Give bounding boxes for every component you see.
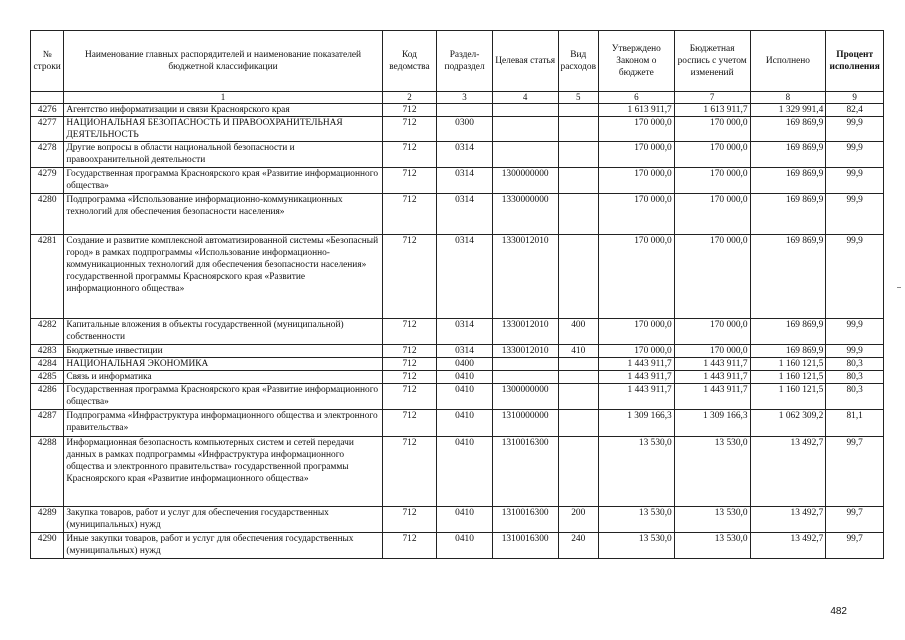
row-statya: 1330000000 <box>492 194 558 235</box>
row-razdel: 0410 <box>437 533 493 559</box>
column-number: 6 <box>598 92 674 104</box>
row-statya: 1310016300 <box>492 507 558 533</box>
row-name: Иные закупки товаров, работ и услуг для обеспечения государственных (муниципальных) нужд <box>64 533 382 559</box>
header-statya: Целевая статья <box>492 31 558 92</box>
row-vid: 240 <box>558 533 598 559</box>
row-vid <box>558 104 598 117</box>
row-percent: 80,3 <box>826 358 884 371</box>
row-ved: 712 <box>382 168 437 194</box>
row-executed: 169 869,9 <box>750 345 826 358</box>
row-ved: 712 <box>382 507 437 533</box>
row-percent: 99,9 <box>826 345 884 358</box>
row-percent: 82,4 <box>826 104 884 117</box>
column-number: 1 <box>64 92 382 104</box>
row-executed: 13 492,7 <box>750 437 826 507</box>
table-row <box>31 410 884 437</box>
row-vid: 200 <box>558 507 598 533</box>
row-razdel: 0300 <box>437 117 493 142</box>
row-approved: 13 530,0 <box>598 437 674 507</box>
table-row <box>31 507 884 533</box>
row-razdel: 0410 <box>437 371 493 384</box>
row-percent: 99,9 <box>826 235 884 319</box>
table-row <box>31 437 884 507</box>
row-number: 4276 <box>31 104 64 117</box>
row-schedule: 13 530,0 <box>674 437 750 507</box>
row-number: 4280 <box>31 194 64 235</box>
header-approved: Утверждено Законом о бюджете <box>598 31 674 92</box>
row-schedule: 1 443 911,7 <box>674 371 750 384</box>
row-name: Подпрограмма «Инфраструктура информационного общества и электронного правительства» <box>64 410 382 437</box>
row-statya: 1330012010 <box>492 235 558 319</box>
row-razdel: 0314 <box>437 194 493 235</box>
header-name: Наименование главных распорядителей и наименование показателей бюджетной классификации <box>64 31 382 92</box>
row-razdel: 0400 <box>437 358 493 371</box>
row-name: НАЦИОНАЛЬНАЯ БЕЗОПАСНОСТЬ И ПРАВООХРАНИТЕЛЬНАЯ ДЕЯТЕЛЬНОСТЬ <box>64 117 382 142</box>
row-name: Государственная программа Красноярского края «Развитие информационного общества» <box>64 384 382 410</box>
row-approved: 1 443 911,7 <box>598 358 674 371</box>
row-razdel: 0410 <box>437 507 493 533</box>
row-razdel: 0410 <box>437 437 493 507</box>
header-percent: Процент исполнения <box>826 31 884 92</box>
row-schedule: 1 613 911,7 <box>674 104 750 117</box>
row-percent: 99,9 <box>826 142 884 168</box>
row-ved: 712 <box>382 358 437 371</box>
row-executed: 169 869,9 <box>750 168 826 194</box>
row-percent: 99,7 <box>826 533 884 559</box>
row-vid <box>558 142 598 168</box>
row-name: Подпрограмма «Использование информационно-коммуникационных технологий для обеспечения безопасности населения» <box>64 194 382 235</box>
row-schedule: 1 443 911,7 <box>674 384 750 410</box>
row-executed: 1 160 121,5 <box>750 371 826 384</box>
row-number: 4290 <box>31 533 64 559</box>
row-approved: 13 530,0 <box>598 507 674 533</box>
row-statya: 1300000000 <box>492 168 558 194</box>
row-executed: 13 492,7 <box>750 507 826 533</box>
row-statya: 1330012010 <box>492 319 558 345</box>
column-number: 4 <box>492 92 558 104</box>
table-row <box>31 345 884 358</box>
row-name: Закупка товаров, работ и услуг для обеспечения государственных (муниципальных) нужд <box>64 507 382 533</box>
row-number: 4285 <box>31 371 64 384</box>
row-razdel <box>437 104 493 117</box>
row-ved: 712 <box>382 533 437 559</box>
table-row <box>31 358 884 371</box>
row-vid <box>558 358 598 371</box>
row-razdel: 0314 <box>437 319 493 345</box>
budget-table <box>30 30 884 559</box>
row-vid <box>558 437 598 507</box>
row-approved: 1 613 911,7 <box>598 104 674 117</box>
row-number: 4282 <box>31 319 64 345</box>
row-schedule: 13 530,0 <box>674 507 750 533</box>
row-schedule: 170 000,0 <box>674 168 750 194</box>
row-vid <box>558 117 598 142</box>
row-approved: 170 000,0 <box>598 194 674 235</box>
row-ved: 712 <box>382 345 437 358</box>
row-statya: 1310016300 <box>492 437 558 507</box>
row-razdel: 0410 <box>437 384 493 410</box>
page-number: 482 <box>830 606 847 617</box>
header-vid: Вид расходов <box>558 31 598 92</box>
table-row <box>31 319 884 345</box>
row-statya <box>492 358 558 371</box>
row-statya: 1310000000 <box>492 410 558 437</box>
table-row <box>31 235 884 319</box>
row-ved: 712 <box>382 117 437 142</box>
row-ved: 712 <box>382 194 437 235</box>
row-executed: 1 062 309,2 <box>750 410 826 437</box>
row-schedule: 170 000,0 <box>674 142 750 168</box>
column-number: 7 <box>674 92 750 104</box>
row-razdel: 0314 <box>437 235 493 319</box>
row-percent: 80,3 <box>826 371 884 384</box>
row-statya <box>492 117 558 142</box>
row-percent: 99,9 <box>826 168 884 194</box>
row-executed: 1 160 121,5 <box>750 358 826 371</box>
row-schedule: 13 530,0 <box>674 533 750 559</box>
row-percent: 99,9 <box>826 319 884 345</box>
table-row <box>31 168 884 194</box>
row-approved: 170 000,0 <box>598 235 674 319</box>
column-number: 9 <box>826 92 884 104</box>
row-schedule: 1 443 911,7 <box>674 358 750 371</box>
row-ved: 712 <box>382 371 437 384</box>
row-number: 4277 <box>31 117 64 142</box>
margin-mark <box>897 287 901 288</box>
row-approved: 1 443 911,7 <box>598 384 674 410</box>
row-vid <box>558 410 598 437</box>
row-razdel: 0314 <box>437 142 493 168</box>
row-razdel: 0314 <box>437 168 493 194</box>
row-approved: 170 000,0 <box>598 117 674 142</box>
row-ved: 712 <box>382 410 437 437</box>
row-razdel: 0314 <box>437 345 493 358</box>
row-vid <box>558 371 598 384</box>
column-number: 2 <box>382 92 437 104</box>
row-name: Другие вопросы в области национальной безопасности и правоохранительной деятельности <box>64 142 382 168</box>
row-percent: 99,7 <box>826 507 884 533</box>
row-name: Агентство информатизации и связи Красноярского края <box>64 104 382 117</box>
row-statya <box>492 371 558 384</box>
column-number: 3 <box>437 92 493 104</box>
header-row-number: № строки <box>31 31 64 92</box>
row-percent: 81,1 <box>826 410 884 437</box>
row-name: Создание и развитие комплексной автоматизированной системы «Безопасный город» в рамках подпрограммы «Использование информационно-коммуникационных технологий для обеспечения безопасности населения» государственной программы Красноярского края «Развитие информационного общества» <box>64 235 382 319</box>
table-row <box>31 371 884 384</box>
row-approved: 170 000,0 <box>598 319 674 345</box>
row-percent: 80,3 <box>826 384 884 410</box>
row-vid <box>558 235 598 319</box>
row-number: 4286 <box>31 384 64 410</box>
column-number <box>31 92 64 104</box>
row-ved: 712 <box>382 437 437 507</box>
row-number: 4284 <box>31 358 64 371</box>
row-approved: 1 443 911,7 <box>598 371 674 384</box>
row-approved: 170 000,0 <box>598 345 674 358</box>
row-statya: 1300000000 <box>492 384 558 410</box>
table-row <box>31 533 884 559</box>
table-row <box>31 117 884 142</box>
row-number: 4283 <box>31 345 64 358</box>
row-approved: 170 000,0 <box>598 168 674 194</box>
row-executed: 13 492,7 <box>750 533 826 559</box>
row-vid: 410 <box>558 345 598 358</box>
row-name: НАЦИОНАЛЬНАЯ ЭКОНОМИКА <box>64 358 382 371</box>
row-name: Капитальные вложения в объекты государственной (муниципальной) собственности <box>64 319 382 345</box>
row-vid: 400 <box>558 319 598 345</box>
row-statya: 1330012010 <box>492 345 558 358</box>
row-number: 4289 <box>31 507 64 533</box>
column-number: 8 <box>750 92 826 104</box>
table-row <box>31 142 884 168</box>
column-number: 5 <box>558 92 598 104</box>
row-executed: 169 869,9 <box>750 117 826 142</box>
row-vid <box>558 194 598 235</box>
row-name: Связь и информатика <box>64 371 382 384</box>
row-percent: 99,7 <box>826 437 884 507</box>
row-executed: 169 869,9 <box>750 194 826 235</box>
row-ved: 712 <box>382 142 437 168</box>
row-vid <box>558 384 598 410</box>
row-executed: 169 869,9 <box>750 319 826 345</box>
row-executed: 1 160 121,5 <box>750 384 826 410</box>
row-executed: 169 869,9 <box>750 142 826 168</box>
row-number: 4281 <box>31 235 64 319</box>
row-number: 4287 <box>31 410 64 437</box>
table-row <box>31 384 884 410</box>
header-schedule: Бюджетная роспись с учетом изменений <box>674 31 750 92</box>
row-ved: 712 <box>382 235 437 319</box>
row-schedule: 170 000,0 <box>674 117 750 142</box>
row-name: Государственная программа Красноярского края «Развитие информационного общества» <box>64 168 382 194</box>
row-executed: 1 329 991,4 <box>750 104 826 117</box>
row-name: Бюджетные инвестиции <box>64 345 382 358</box>
header-razdel: Раздел-подраздел <box>437 31 493 92</box>
row-schedule: 170 000,0 <box>674 345 750 358</box>
row-approved: 1 309 166,3 <box>598 410 674 437</box>
row-number: 4279 <box>31 168 64 194</box>
row-approved: 13 530,0 <box>598 533 674 559</box>
row-number: 4288 <box>31 437 64 507</box>
row-name: Информационная безопасность компьютерных систем и сетей передачи данных в рамках подпрограммы «Инфраструктура информационного общества и электронного правительства» государственной программы Красноярского края «Развитие информационного общества» <box>64 437 382 507</box>
row-schedule: 170 000,0 <box>674 235 750 319</box>
row-executed: 169 869,9 <box>750 235 826 319</box>
row-ved: 712 <box>382 384 437 410</box>
table-row <box>31 194 884 235</box>
row-approved: 170 000,0 <box>598 142 674 168</box>
row-statya: 1310016300 <box>492 533 558 559</box>
header-row <box>31 31 884 92</box>
row-percent: 99,9 <box>826 117 884 142</box>
row-number: 4278 <box>31 142 64 168</box>
row-schedule: 170 000,0 <box>674 319 750 345</box>
row-percent: 99,9 <box>826 194 884 235</box>
header-executed: Исполнено <box>750 31 826 92</box>
row-schedule: 170 000,0 <box>674 194 750 235</box>
column-number-row <box>31 92 884 104</box>
row-ved: 712 <box>382 104 437 117</box>
header-ved: Код ведомства <box>382 31 437 92</box>
row-ved: 712 <box>382 319 437 345</box>
row-razdel: 0410 <box>437 410 493 437</box>
row-statya <box>492 142 558 168</box>
row-statya <box>492 104 558 117</box>
row-vid <box>558 168 598 194</box>
row-schedule: 1 309 166,3 <box>674 410 750 437</box>
table-row <box>31 104 884 117</box>
